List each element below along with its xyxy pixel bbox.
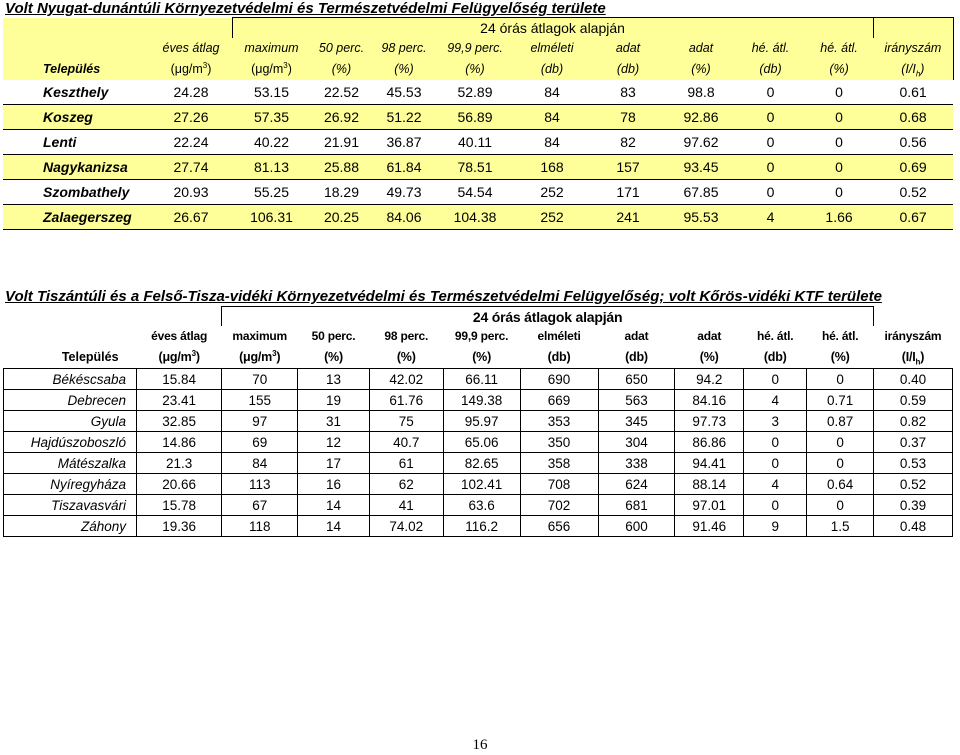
col-exceed-pct: hé. átl. bbox=[821, 329, 859, 343]
unit-p98: (%) bbox=[372, 58, 436, 80]
col-theoretical: elméleti bbox=[537, 329, 581, 343]
table-cell: 0.56 bbox=[873, 130, 953, 155]
section1-title: Volt Nyugat-dunántúli Környezetvédelmi és Természetvédelmi Felügyelőség területe bbox=[5, 0, 606, 17]
table-cell: 4 bbox=[744, 390, 807, 411]
table-cell: 106.31 bbox=[232, 205, 311, 230]
table-cell: 702 bbox=[520, 495, 598, 516]
city-name: Szombathely bbox=[3, 180, 150, 205]
city-name: Nyíregyháza bbox=[4, 474, 137, 495]
table-cell: 20.66 bbox=[137, 474, 222, 495]
table-cell: 20.93 bbox=[150, 180, 232, 205]
table-cell: 88.14 bbox=[675, 474, 744, 495]
table-cell: 0 bbox=[744, 495, 807, 516]
col-exceed-db: hé. átl. bbox=[757, 329, 794, 343]
unit-data-db: (db) bbox=[590, 58, 666, 80]
col-data-pct: adat bbox=[666, 38, 736, 58]
table-cell: 55.25 bbox=[232, 180, 311, 205]
table-row bbox=[3, 180, 953, 205]
table-cell: 149.38 bbox=[443, 390, 520, 411]
table-cell: 171 bbox=[590, 180, 666, 205]
table-cell: 3 bbox=[744, 411, 807, 432]
table-cell: 78.51 bbox=[436, 155, 514, 180]
table-cell: 0.64 bbox=[807, 474, 874, 495]
col-maximum: maximum bbox=[232, 38, 311, 58]
col-p50: 50 perc. bbox=[311, 38, 372, 58]
col-data-db: adat bbox=[624, 329, 649, 343]
table-cell: 563 bbox=[598, 390, 675, 411]
city-name: Hajdúszoboszló bbox=[4, 432, 137, 453]
table-cell: 36.87 bbox=[372, 130, 436, 155]
col-data-pct: adat bbox=[697, 329, 722, 343]
table-cell: 168 bbox=[514, 155, 590, 180]
table-cell: 82.65 bbox=[443, 453, 520, 474]
table-cell: 15.78 bbox=[137, 495, 222, 516]
table-cell: 681 bbox=[598, 495, 675, 516]
table-row bbox=[4, 411, 953, 432]
table-cell: 82 bbox=[590, 130, 666, 155]
unit-data-db: (db) bbox=[625, 350, 648, 364]
table-cell: 22.52 bbox=[323, 84, 360, 100]
table-cell: 40.22 bbox=[232, 130, 311, 155]
table-cell: 49.73 bbox=[372, 180, 436, 205]
table-cell: 52.89 bbox=[457, 84, 493, 100]
col-maximum: maximum bbox=[232, 329, 288, 343]
table-cell: 0.37 bbox=[873, 432, 952, 453]
table-cell: 12 bbox=[298, 432, 370, 453]
table-cell: 97.62 bbox=[666, 130, 736, 155]
table-cell: 26.92 bbox=[311, 105, 372, 130]
table-cell: 21.91 bbox=[311, 130, 372, 155]
table-cell: 358 bbox=[520, 453, 598, 474]
table-cell: 15.84 bbox=[137, 369, 222, 390]
city-name: Keszthely bbox=[43, 84, 109, 100]
table-cell: 669 bbox=[520, 390, 598, 411]
city-name: Tiszavasvári bbox=[4, 495, 137, 516]
table-cell: 0.87 bbox=[807, 411, 874, 432]
unit-index: $(I/I_h)$ bbox=[901, 350, 925, 367]
table-cell: 4 bbox=[744, 474, 807, 495]
table-cell: 9 bbox=[744, 516, 807, 537]
table-cell: 84 bbox=[544, 84, 560, 100]
table-cell: 0 bbox=[807, 495, 874, 516]
group-header-row bbox=[3, 18, 953, 39]
table-cell: 94.41 bbox=[675, 453, 744, 474]
table-cell: 650 bbox=[598, 369, 675, 390]
col-data-db: adat bbox=[590, 38, 666, 58]
table-cell: 95.97 bbox=[443, 411, 520, 432]
table-row bbox=[4, 453, 953, 474]
table-cell: 97 bbox=[222, 411, 298, 432]
col-theoretical: elméleti bbox=[514, 38, 590, 58]
table-cell: 69 bbox=[222, 432, 298, 453]
unit-p98: (%) bbox=[396, 350, 416, 364]
table-row bbox=[4, 495, 953, 516]
unit-maximum: $(\mu g/m^3)$ bbox=[239, 348, 281, 364]
unit-theoretical: (db) bbox=[514, 58, 590, 80]
unit-annual-avg: $(\mu g/m^3)$ bbox=[158, 348, 200, 364]
table-cell: 0 bbox=[807, 369, 874, 390]
table-cell: 0 bbox=[805, 130, 873, 155]
table-cell: 19.36 bbox=[137, 516, 222, 537]
table-cell: 84 bbox=[514, 130, 590, 155]
col-p999: 99,9 perc. bbox=[436, 38, 514, 58]
city-column-header: Település bbox=[3, 58, 150, 80]
table-cell: 0.40 bbox=[873, 369, 952, 390]
col-exceed-pct: hé. átl. bbox=[805, 38, 873, 58]
table-row bbox=[4, 390, 953, 411]
table-cell: 84 bbox=[514, 105, 590, 130]
table-cell: 81.13 bbox=[232, 155, 311, 180]
table-cell: 690 bbox=[520, 369, 598, 390]
table-cell: 61.76 bbox=[369, 390, 443, 411]
column-name-row bbox=[3, 38, 953, 58]
table-cell: 24.28 bbox=[173, 84, 209, 100]
table-row bbox=[3, 155, 953, 180]
unit-p50: (%) bbox=[324, 350, 343, 364]
col-exceed-db: hé. átl. bbox=[736, 38, 805, 58]
city-name: Lenti bbox=[3, 130, 150, 155]
table-cell: 0 bbox=[736, 155, 805, 180]
city-name: Koszeg bbox=[3, 105, 150, 130]
table-cell: 16 bbox=[298, 474, 370, 495]
column-name-row bbox=[4, 326, 953, 346]
table-cell: 0 bbox=[805, 180, 873, 205]
unit-exceed-pct: (%) bbox=[805, 58, 873, 80]
table-cell: 14.86 bbox=[137, 432, 222, 453]
table-cell: 0.69 bbox=[873, 155, 953, 180]
city-name: Debrecen bbox=[4, 390, 137, 411]
unit-p999: (%) bbox=[472, 350, 492, 364]
unit-exceed-db: (db) bbox=[763, 350, 787, 364]
table-cell: 67.85 bbox=[666, 180, 736, 205]
table-cell: 0 bbox=[744, 432, 807, 453]
col-annual-avg: éves átlag bbox=[151, 329, 208, 343]
table-cell: 66.11 bbox=[443, 369, 520, 390]
unit-row bbox=[4, 346, 953, 369]
table-cell: 26.67 bbox=[150, 205, 232, 230]
table-cell: 97.73 bbox=[675, 411, 744, 432]
table-cell: 600 bbox=[598, 516, 675, 537]
unit-exceed-pct: (%) bbox=[830, 350, 850, 364]
table-cell: 0.82 bbox=[873, 411, 952, 432]
city-name: Gyula bbox=[4, 411, 137, 432]
table-cell: 0.59 bbox=[873, 390, 952, 411]
table-cell: 155 bbox=[222, 390, 298, 411]
table-cell: 51.22 bbox=[372, 105, 436, 130]
table-cell: 67 bbox=[222, 495, 298, 516]
table-cell: 53.15 bbox=[253, 84, 290, 100]
table-cell: 116.2 bbox=[443, 516, 520, 537]
table-cell: 42.02 bbox=[369, 369, 443, 390]
table-row bbox=[4, 516, 953, 537]
table-cell: 252 bbox=[514, 180, 590, 205]
table-cell: 40.11 bbox=[436, 130, 514, 155]
group-header: 24 órás átlagok alapján bbox=[222, 307, 874, 327]
table-cell: 1.5 bbox=[807, 516, 874, 537]
table-cell: 1.66 bbox=[805, 205, 873, 230]
table-cell: 13 bbox=[298, 369, 370, 390]
table-row bbox=[3, 80, 953, 105]
unit-data-pct: (%) bbox=[666, 58, 736, 80]
city-column-header: Település bbox=[61, 350, 119, 364]
col-index: irányszám bbox=[884, 329, 942, 343]
table-row bbox=[3, 130, 953, 155]
table-cell: 57.35 bbox=[232, 105, 311, 130]
unit-exceed-db: (db) bbox=[736, 58, 805, 80]
col-p50: 50 perc. bbox=[311, 329, 356, 343]
table-cell: 18.29 bbox=[311, 180, 372, 205]
city-name: Nagykanizsa bbox=[3, 155, 150, 180]
unit-theoretical: (db) bbox=[547, 350, 571, 364]
table-cell: 56.89 bbox=[436, 105, 514, 130]
table-cell: 0.67 bbox=[873, 205, 953, 230]
table-cell: 25.88 bbox=[311, 155, 372, 180]
col-index: irányszám bbox=[873, 38, 953, 58]
table-cell: 0.53 bbox=[873, 453, 952, 474]
table-cell: 97.01 bbox=[675, 495, 744, 516]
table-cell: 17 bbox=[298, 453, 370, 474]
table-cell: 0 bbox=[736, 180, 805, 205]
table-cell: 91.46 bbox=[675, 516, 744, 537]
table-cell: 63.6 bbox=[443, 495, 520, 516]
page-number: 16 bbox=[472, 737, 488, 753]
table-cell: 78 bbox=[590, 105, 666, 130]
table-cell: 345 bbox=[598, 411, 675, 432]
table-cell: 0 bbox=[736, 130, 805, 155]
table-cell: 86.86 bbox=[675, 432, 744, 453]
table-cell: 0 bbox=[744, 453, 807, 474]
unit-row bbox=[3, 58, 953, 80]
table-cell: 241 bbox=[590, 205, 666, 230]
table-row bbox=[3, 105, 953, 130]
table-cell: 14 bbox=[298, 495, 370, 516]
table-cell: 94.2 bbox=[675, 369, 744, 390]
table-cell: 338 bbox=[598, 453, 675, 474]
table-cell: 22.24 bbox=[150, 130, 232, 155]
unit-data-pct: (%) bbox=[699, 350, 719, 364]
table-cell: 32.85 bbox=[137, 411, 222, 432]
table-cell: 0 bbox=[744, 369, 807, 390]
section2-table bbox=[3, 306, 953, 537]
city-name: Zalaegerszeg bbox=[3, 205, 150, 230]
table-cell: 84.06 bbox=[372, 205, 436, 230]
table-row bbox=[4, 474, 953, 495]
table-cell: 0.71 bbox=[807, 390, 874, 411]
table-cell: 93.45 bbox=[666, 155, 736, 180]
group-header: 24 órás átlagok alapján bbox=[232, 18, 873, 39]
table-cell: 0 bbox=[766, 84, 775, 100]
table-cell: 0.48 bbox=[873, 516, 952, 537]
table-cell: 45.53 bbox=[386, 84, 422, 100]
table-cell: 84 bbox=[222, 453, 298, 474]
table-cell: 0 bbox=[736, 105, 805, 130]
table-cell: 40.7 bbox=[369, 432, 443, 453]
city-name: Záhony bbox=[4, 516, 137, 537]
table-cell: 27.26 bbox=[150, 105, 232, 130]
table-cell: 0 bbox=[805, 105, 873, 130]
table-cell: 70 bbox=[222, 369, 298, 390]
table-cell: 4 bbox=[736, 205, 805, 230]
col-p999: 99,9 perc. bbox=[454, 329, 509, 343]
table-cell: 92.86 bbox=[666, 105, 736, 130]
table-cell: 41 bbox=[369, 495, 443, 516]
col-annual-avg: éves átlag bbox=[150, 38, 232, 58]
table-cell: 252 bbox=[514, 205, 590, 230]
unit-index: $(I/I_h)$ bbox=[873, 58, 953, 80]
table-cell: 27.74 bbox=[150, 155, 232, 180]
city-name: Békéscsaba bbox=[4, 369, 137, 390]
city-name: Mátészalka bbox=[4, 453, 137, 474]
table-cell: 54.54 bbox=[436, 180, 514, 205]
table-cell: 98.8 bbox=[687, 84, 715, 100]
table-cell: 84.16 bbox=[675, 390, 744, 411]
section1-table bbox=[3, 17, 954, 230]
table-cell: 83 bbox=[620, 84, 636, 100]
table-cell: 95.53 bbox=[666, 205, 736, 230]
table-cell: 0 bbox=[807, 432, 874, 453]
unit-p999: (%) bbox=[436, 58, 514, 80]
table-cell: 0.52 bbox=[873, 180, 953, 205]
table-row bbox=[3, 205, 953, 230]
table-row bbox=[4, 432, 953, 453]
unit-annual-avg: $(\mu g/m^3)$ bbox=[150, 58, 232, 80]
table-cell: 62 bbox=[369, 474, 443, 495]
table-cell: 31 bbox=[298, 411, 370, 432]
col-p98: 98 perc. bbox=[384, 329, 429, 343]
table-row bbox=[4, 369, 953, 390]
table-cell: 61 bbox=[369, 453, 443, 474]
col-p98: 98 perc. bbox=[372, 38, 436, 58]
table-cell: 23.41 bbox=[137, 390, 222, 411]
table-cell: 74.02 bbox=[369, 516, 443, 537]
table-cell: 656 bbox=[520, 516, 598, 537]
table-cell: 75 bbox=[369, 411, 443, 432]
table-cell: 0.39 bbox=[873, 495, 952, 516]
table-cell: 14 bbox=[298, 516, 370, 537]
table-cell: 102.41 bbox=[443, 474, 520, 495]
table-cell: 113 bbox=[222, 474, 298, 495]
table-cell: 118 bbox=[222, 516, 298, 537]
table-cell: 0.68 bbox=[873, 105, 953, 130]
table-cell: 353 bbox=[520, 411, 598, 432]
table-cell: 304 bbox=[598, 432, 675, 453]
table-cell: 19 bbox=[298, 390, 370, 411]
unit-p50: (%) bbox=[311, 58, 372, 80]
table-cell: 0.61 bbox=[899, 84, 927, 100]
table-cell: 0 bbox=[805, 155, 873, 180]
table-cell: 61.84 bbox=[372, 155, 436, 180]
group-header-row bbox=[4, 307, 953, 327]
table-cell: 350 bbox=[520, 432, 598, 453]
table-cell: 0.52 bbox=[873, 474, 952, 495]
table-cell: 65.06 bbox=[443, 432, 520, 453]
table-cell: 20.25 bbox=[311, 205, 372, 230]
table-cell: 104.38 bbox=[436, 205, 514, 230]
table-cell: 0 bbox=[807, 453, 874, 474]
table-cell: 21.3 bbox=[137, 453, 222, 474]
table-cell: 624 bbox=[598, 474, 675, 495]
table-cell: 157 bbox=[590, 155, 666, 180]
unit-maximum: $(\mu g/m^3)$ bbox=[232, 58, 311, 80]
table-cell: 0 bbox=[835, 84, 843, 100]
section2-title: Volt Tiszántúli és a Felső-Tisza-vidéki Környezetvédelmi és Természetvédelmi Felügyelőség; volt Kőrös-vidéki KTF területe bbox=[5, 288, 882, 305]
table-cell: 708 bbox=[520, 474, 598, 495]
